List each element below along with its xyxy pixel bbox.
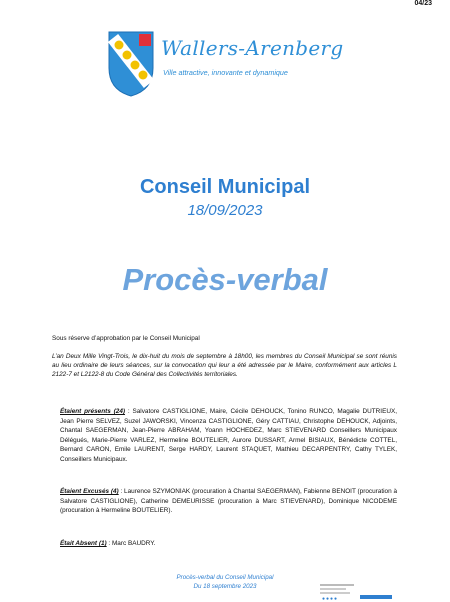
town-tagline: Ville attractive, innovante et dynamique: [163, 68, 288, 77]
coat-of-arms-icon: [107, 28, 155, 98]
excused-label: Étaient Excusés (4): [60, 488, 119, 495]
page-number: 04/23: [414, 0, 432, 7]
intro-paragraph: L’an Deux Mille Vingt-Trois, le dix-huit du mois de septembre à 18h00, les membres du Conseil Municipal se sont réunis au lieu ordinaire de leurs séances, sur la convocation qui leur a été adressée par le Maire, conformément aux articles L 2122-7 et L2122-8 du Code Général des Collectivités territoriales.: [52, 353, 397, 379]
absent-members: [60, 539, 397, 549]
town-name: Wallers-Arenberg: [161, 36, 344, 60]
excused-members: [60, 487, 397, 516]
present-members: [60, 407, 397, 465]
document-title: Conseil Municipal: [139, 176, 311, 198]
document-type: Procès-verbal: [122, 262, 328, 297]
present-list: : Salvatore CASTIGLIONE, Maire, Cécile DEHOUCK, Tonino RUNCO, Magalie DUTRIEUX, Jean Pierre SELVEZ, Suzel JAWORSKI, Vincenza CASTIGLIONE, Géry CATTIAU, Christophe DEHOUCK, Adjoints, Chantal SAEGERMAN, Jean-Pierre ABRAHAM, Yoann HOCHEDEZ, Marc STIEVENARD Conseillers Municipaux Délégués, Marie-Pierre VARLEZ, Hermeline BOUTELIER, Aurore DUSSART, Armel BISIAUX, Bénédicte COTTEL, Bernard CARON, Emile LAURENT, Serge HARDY, Laurent STAQUET, Mathieu DECARPENTRY, Cathy TYLEK, Conseillers Municipaux.: [60, 408, 397, 463]
meeting-date: 18/09/2023: [187, 202, 263, 219]
absent-label: Était Absent (1): [60, 540, 107, 547]
approval-note: Sous réserve d’approbation par le Conseil Municipal: [52, 335, 200, 342]
present-label: Étaient présents (24): [60, 408, 126, 415]
excused-list: : Laurence SZYMONIAK (procuration à Chantal SAEGERMAN), Fabienne BENOIT (procuration à Salvatore CASTIGLIONE), Catherine DEMEURISSE (procuration à Marc STIEVENARD), Dominique NICODEME (procuration à Hermeline BOUTELIER).: [60, 488, 397, 515]
footer-line-1: Procès-verbal du Conseil Municipal: [176, 574, 274, 581]
footer-line-2: Du 18 septembre 2023: [193, 583, 257, 590]
absent-list: : Marc BAUDRY.: [106, 540, 156, 547]
town-logo: [107, 28, 357, 100]
footer-logo-icon: ●●●●: [320, 584, 392, 598]
